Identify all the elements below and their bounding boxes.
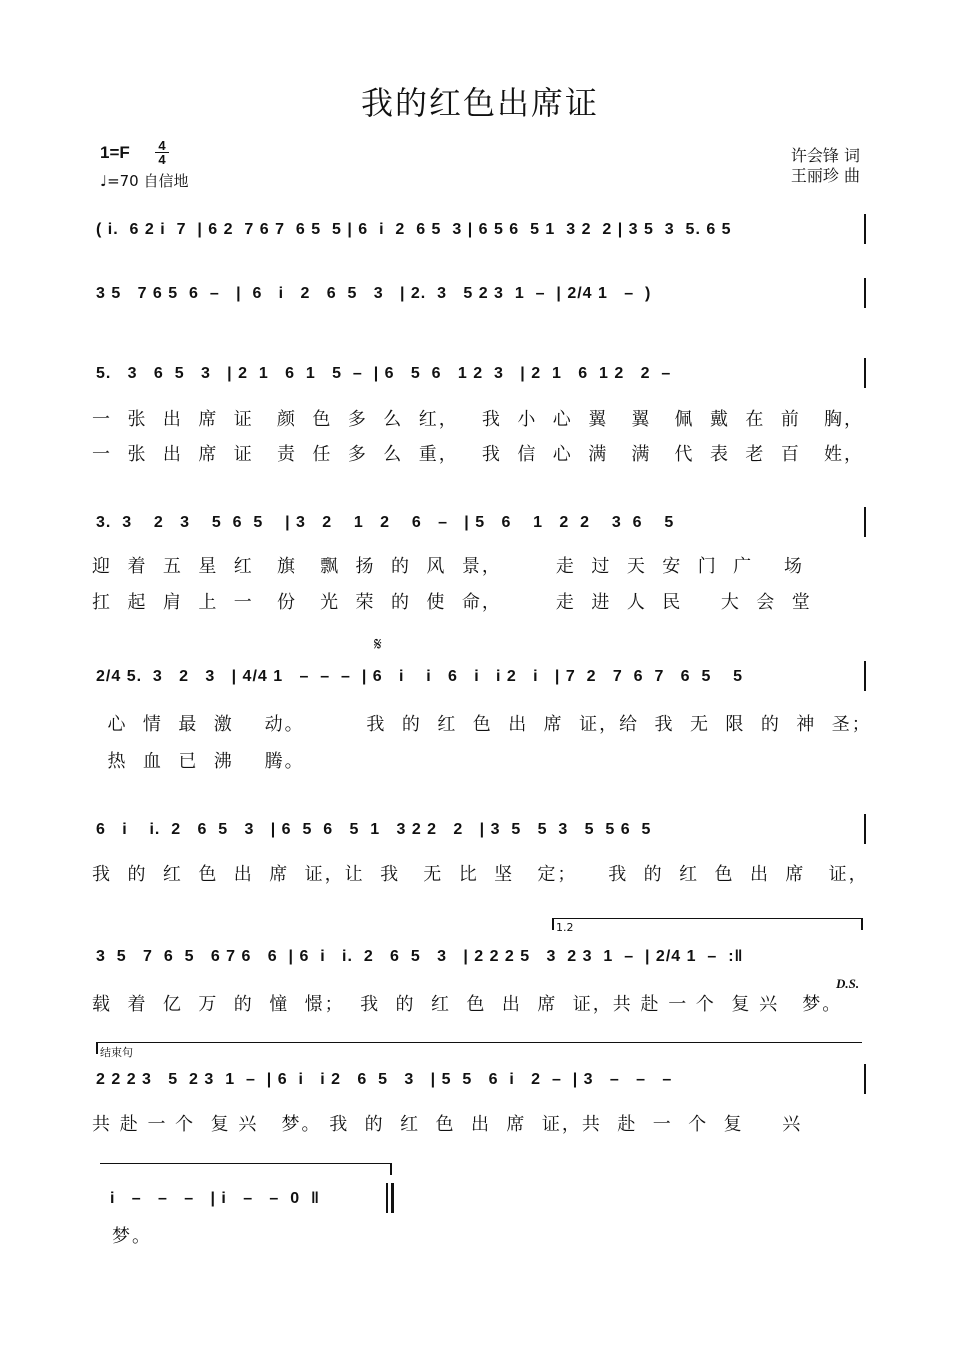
- key-signature: 1=F: [100, 143, 130, 162]
- notation-line: i – – – | i – – 0 ‖: [110, 1190, 320, 1207]
- volta-bracket-start: [552, 918, 554, 930]
- lyric-line: 扛 起 肩 上 一 份 光 荣 的 使 命， 走 进 人 民 大 会 堂: [92, 592, 812, 613]
- volta-number: 1.2: [556, 921, 574, 934]
- lyric-line: 心 情 最 激 动。 我 的 红 色 出 席 证，给 我 无 限 的 神 圣；: [92, 714, 872, 735]
- composer-credit: 王丽珍 曲: [790, 166, 860, 185]
- lyric-line: 迎 着 五 星 红 旗 飘 扬 的 风 景， 走 过 天 安 门 广 场: [92, 556, 805, 577]
- notation-line: ( i. 6 2 i 7 | 6 2 7 6 7 6 5 5 | 6 i 2 6 5 3 | 6 5 6 5 1 3 2 2 | 3 5 3 5. 6 5: [96, 221, 732, 238]
- tie-bracket-end: [390, 1163, 392, 1175]
- lyric-line: 热 血 已 沸 腾。: [92, 751, 305, 772]
- volta-bracket-end: [861, 918, 863, 930]
- barline: [864, 358, 866, 388]
- volta-bracket: [552, 918, 862, 919]
- notation-line: 3 5 7 6 5 6 – | 6 i 2 6 5 3 | 2. 3 5 2 3 1 – | 2/4 1 – ): [96, 285, 652, 302]
- ending-bracket: [96, 1042, 862, 1043]
- lyric-line: 梦。: [112, 1226, 152, 1247]
- time-sig-denominator: 4: [158, 152, 166, 167]
- time-signature: [155, 139, 169, 166]
- time-sig-numerator: 4: [155, 139, 169, 153]
- segno-sign: 𝄋: [374, 634, 382, 655]
- notation-line: 3 5 7 6 5 6 7 6 6 | 6 i i. 2 6 5 3 | 2 2 2 5 3 2 3 1 – | 2/4 1 – :‖: [96, 948, 744, 965]
- lyric-line: 共 赴 一 个 复 兴 梦。 我 的 红 色 出 席 证，共 赴 一 个 复 兴: [92, 1114, 803, 1135]
- final-barline-thin: [386, 1183, 388, 1213]
- barline: [864, 214, 866, 244]
- barline: [864, 814, 866, 844]
- lyric-line: 我 的 红 色 出 席 证，让 我 无 比 坚 定； 我 的 红 色 出 席 证，: [92, 864, 869, 885]
- final-barline-thick: [391, 1183, 394, 1213]
- tempo-marking: ♩=70 自信地: [100, 172, 189, 190]
- notation-line: 2/4 5. 3 2 3 | 4/4 1 – – – | 6 i i 6 i i 2 i | 7 2 7 6 7 6 5 5: [96, 668, 744, 685]
- lyric-line: 一 张 出 席 证 颜 色 多 么 红， 我 小 心 翼 翼 佩 戴 在 前 胸，: [92, 409, 865, 430]
- ending-bracket-start: [96, 1042, 98, 1054]
- lyricist-credit: 许会锋 词: [790, 146, 860, 165]
- notation-line: 2 2 2 3 5 2 3 1 – | 6 i i 2 6 5 3 | 5 5 6 i 2 – | 3 – – –: [96, 1071, 673, 1088]
- dal-segno-marking: D.S.: [836, 976, 860, 991]
- notation-line: 6 i i. 2 6 5 3 | 6 5 6 5 1 3 2 2 2 | 3 5 5 3 5 5 6 5: [96, 821, 652, 838]
- lyric-line: 一 张 出 席 证 责 任 多 么 重， 我 信 心 满 满 代 表 老 百 姓，: [92, 444, 865, 465]
- lyric-line: 载 着 亿 万 的 憧 憬； 我 的 红 色 出 席 证，共 赴 一 个 复 兴 梦。: [92, 994, 843, 1015]
- notation-line: 5. 3 6 5 3 | 2 1 6 1 5 – | 6 5 6 1 2 3 | 2 1 6 1 2 2 –: [96, 365, 672, 382]
- barline: [864, 278, 866, 308]
- tie-bracket: [100, 1163, 390, 1164]
- barline: [864, 507, 866, 537]
- barline: [864, 1064, 866, 1094]
- section-label: 结束句: [100, 1046, 133, 1059]
- page-title: 我的红色出席证: [360, 84, 599, 122]
- barline: [864, 661, 866, 691]
- notation-line: 3. 3 2 3 5 6 5 | 3 2 1 2 6 – | 5 6 1 2 2 3 6 5: [96, 514, 675, 531]
